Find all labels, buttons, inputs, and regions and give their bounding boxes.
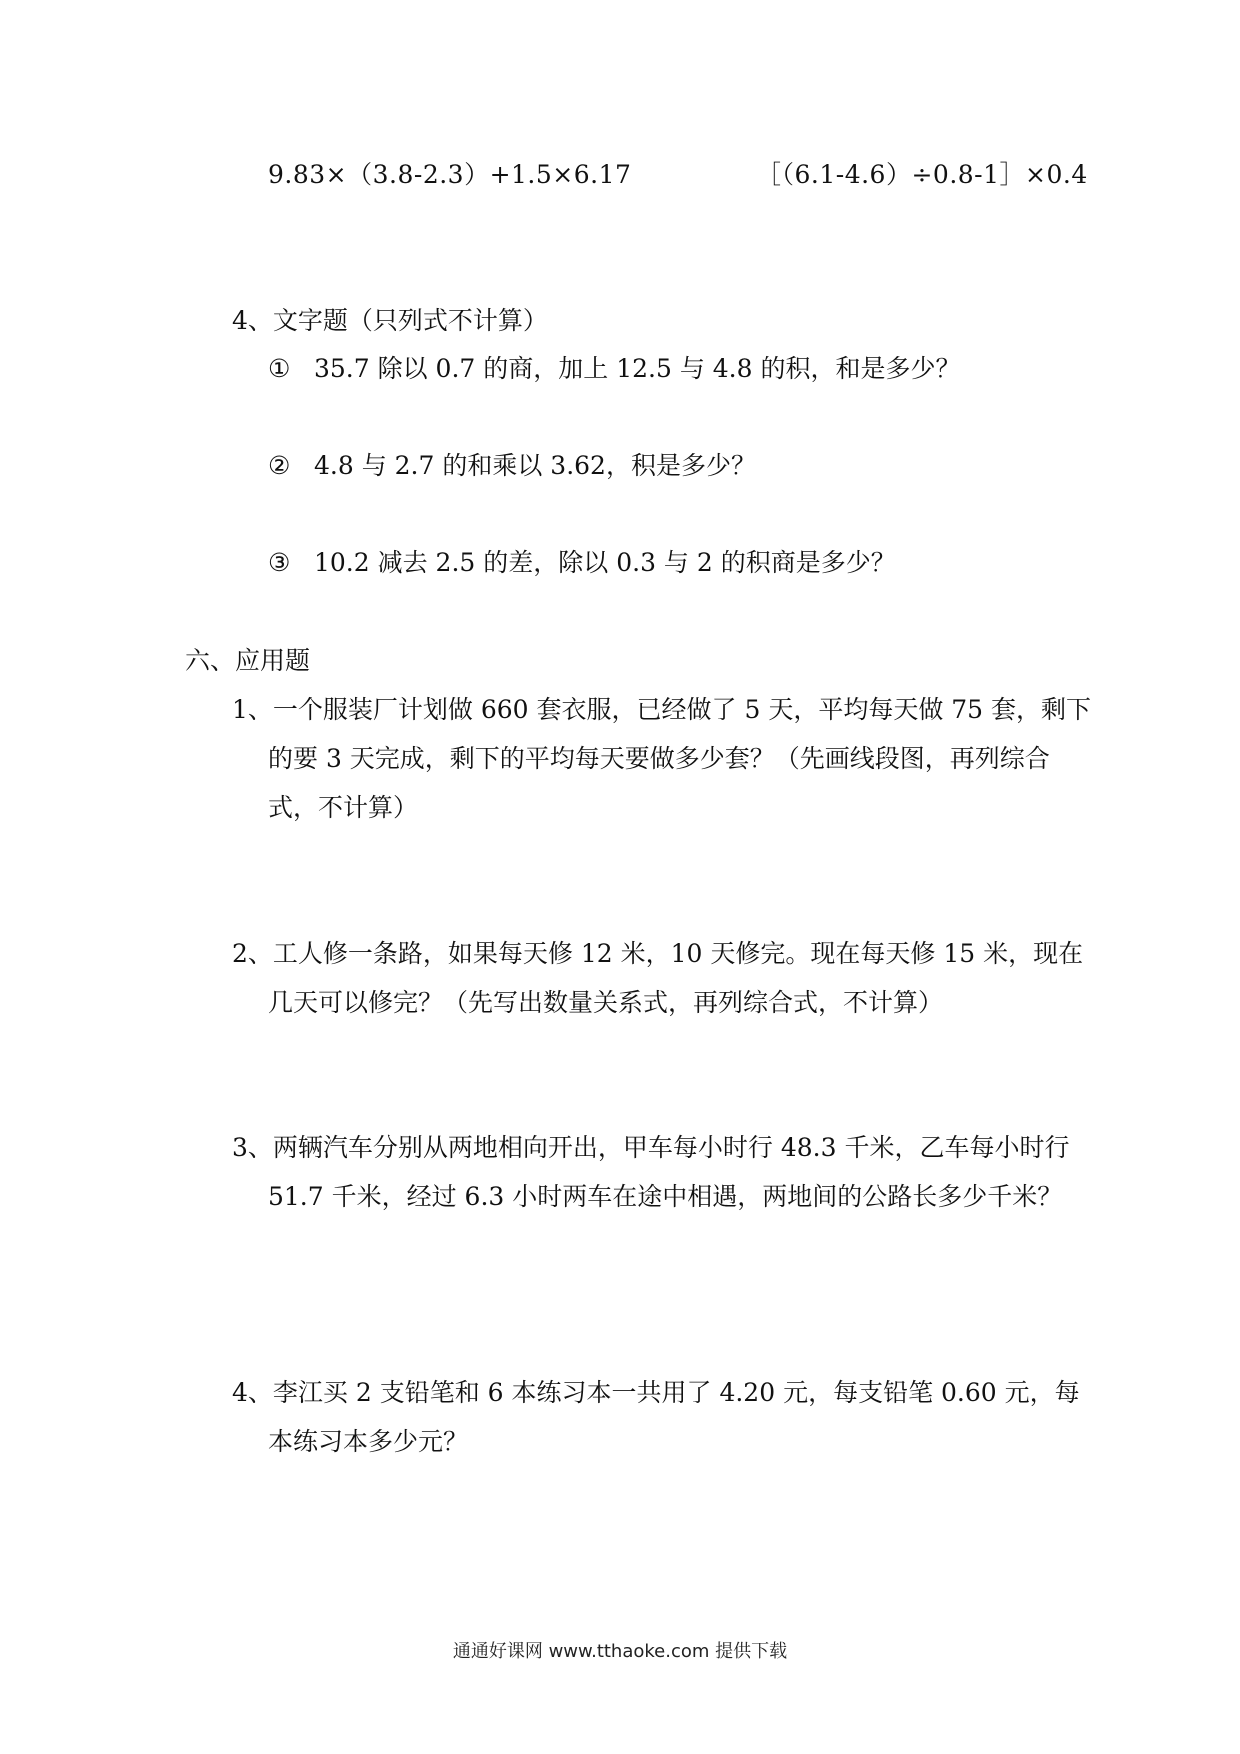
question-text: 10.2 减去 2.5 的差，除以 0.3 与 2 的积商是多少？ [314, 548, 896, 577]
problem-1-line-1: 1、一个服装厂计划做 660 套衣服，已经做了 5 天，平均每天做 75 套，剩下 [232, 695, 1092, 724]
section6-title: 六、应用题 [185, 646, 311, 675]
problem-2-line-2: 几天可以修完？（先写出数量关系式，再列综合式，不计算） [268, 988, 944, 1017]
word-question-2 [268, 449, 756, 483]
question-text: 35.7 除以 0.7 的商，加上 12.5 与 4.8 的积，和是多少？ [314, 354, 961, 383]
question-number: ② [268, 451, 291, 480]
question-number: ① [268, 354, 291, 383]
problem-2-line-1: 2、工人修一条路，如果每天修 12 米，10 天修完。现在每天修 15 米，现在 [232, 939, 1084, 968]
problem-1-line-2: 的要 3 天完成，剩下的平均每天要做多少套？（先画线段图，再列综合 [268, 744, 1050, 773]
section4-title: 4、文字题（只列式不计算） [232, 306, 548, 335]
expression-right: ［（6.1-4.6）÷0.8-1］×0.4 [756, 160, 1088, 189]
problem-4-line-2: 本练习本多少元？ [268, 1427, 469, 1456]
problem-3-line-1: 3、两辆汽车分别从两地相向开出，甲车每小时行 48.3 千米，乙车每小时行 [232, 1133, 1070, 1162]
expression-left: 9.83×（3.8-2.3）+1.5×6.17 [268, 160, 632, 189]
word-question-3 [268, 546, 896, 580]
question-number: ③ [268, 548, 291, 577]
problem-3-line-2: 51.7 千米，经过 6.3 小时两车在途中相遇，两地间的公路长多少千米？ [268, 1182, 1063, 1211]
page-footer: 通通好课网 www.tthaoke.com 提供下载 [452, 1641, 788, 1662]
problem-1-line-3: 式，不计算） [268, 793, 419, 822]
word-question-1 [268, 352, 960, 386]
question-text: 4.8 与 2.7 的和乘以 3.62，积是多少？ [314, 451, 756, 480]
problem-4-line-1: 4、李江买 2 支铅笔和 6 本练习本一共用了 4.20 元，每支铅笔 0.60 元，每 [232, 1378, 1080, 1407]
